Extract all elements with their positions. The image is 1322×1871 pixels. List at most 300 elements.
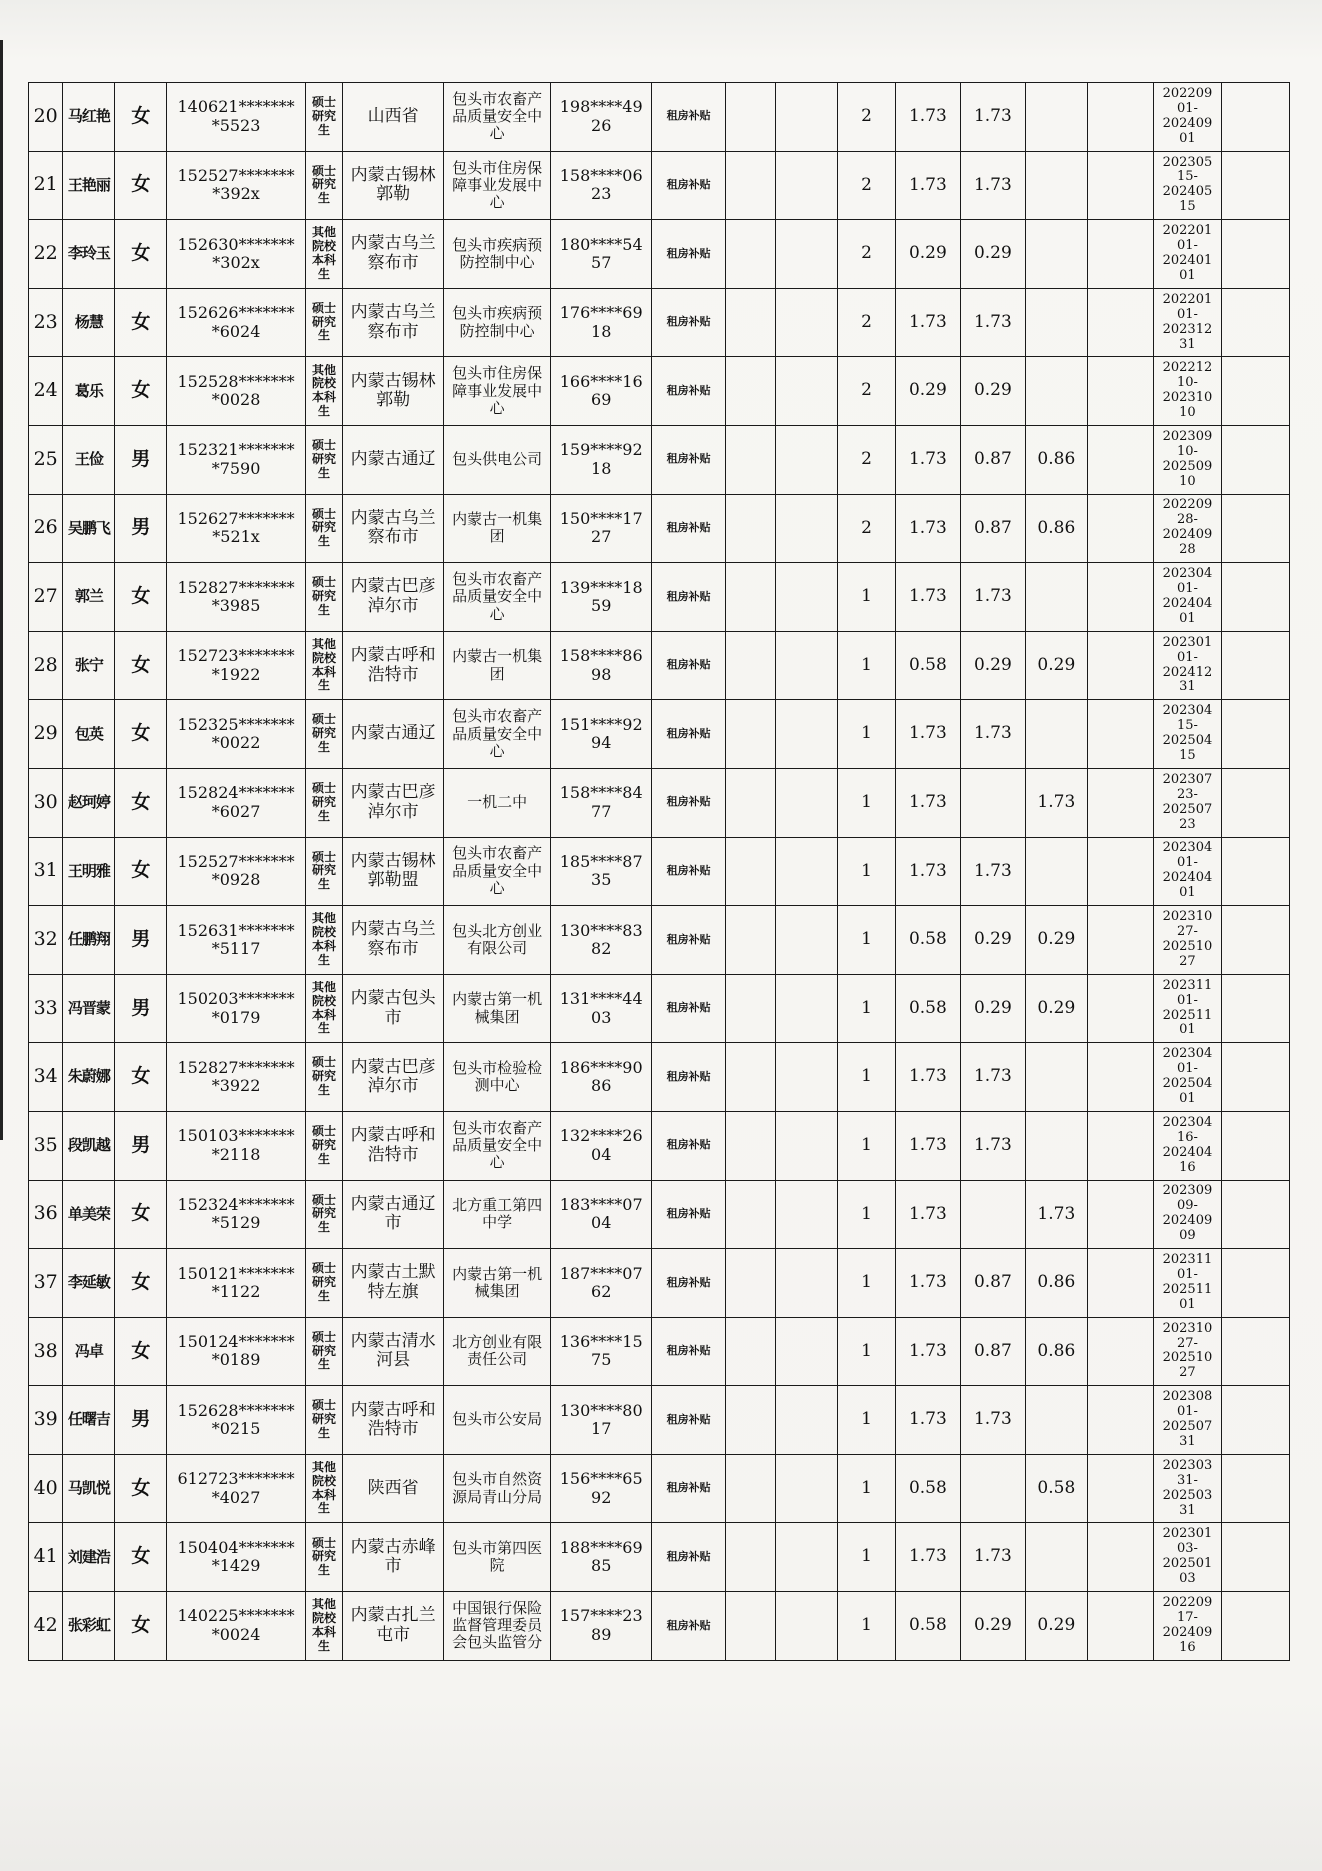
- standard-amount-line: 1.73: [908, 860, 947, 881]
- standard-amount-text: [909, 175, 947, 195]
- period-line: 28: [1179, 542, 1196, 558]
- cell-row-number: [29, 357, 63, 426]
- amount-a-text: [974, 1615, 1012, 1635]
- cell-employer: [444, 1592, 551, 1661]
- cell-phone: [551, 1454, 652, 1523]
- cell-sex: [115, 494, 167, 563]
- phone-text: [560, 1195, 643, 1232]
- cell-blank-cell: [726, 563, 776, 632]
- cell-blank-cell: [775, 837, 837, 906]
- employer-line: 包头市疾病预防控制中心: [452, 236, 543, 271]
- period-line: 202501: [1162, 1556, 1213, 1572]
- cell-subsidy-type: [652, 151, 726, 220]
- row-number-text: [34, 379, 58, 401]
- table-row: [29, 1249, 1290, 1318]
- id-number-text: [178, 97, 295, 134]
- applicant-name-text: [68, 176, 110, 194]
- cell-applicant-name: [63, 974, 115, 1043]
- education-text: [308, 1331, 340, 1372]
- phone-line: 17: [591, 1419, 612, 1439]
- sex-line: 女: [131, 1476, 151, 1499]
- standard-amount-line: 0.58: [908, 997, 947, 1018]
- amount-a-line: 1.73: [973, 106, 1012, 127]
- cell-blank-cell: [1088, 768, 1154, 837]
- id-number-line: *521x: [212, 527, 260, 547]
- cell-employer: [444, 1454, 551, 1523]
- employer-text: [446, 1266, 548, 1301]
- cell-blank-cell: [775, 1523, 837, 1592]
- applicant-name-text: [68, 1548, 110, 1566]
- id-number-line: 152321*******: [177, 440, 295, 460]
- employer-line: 包头市农畜产品质量安全中心: [452, 1119, 543, 1172]
- education-line: 硕士研究生: [311, 850, 336, 892]
- cell-origin: [343, 494, 444, 563]
- years-line: 2: [861, 174, 872, 195]
- cell-sex: [115, 357, 167, 426]
- subsidy-type-line: 租房补贴: [666, 383, 711, 397]
- sex-line: 女: [131, 242, 151, 265]
- employer-text: [446, 1120, 548, 1172]
- applicant-name-text: [75, 450, 103, 468]
- period-line: 202303: [1162, 1458, 1213, 1473]
- cell-amount-b: [1025, 83, 1087, 152]
- period-text: [1156, 1322, 1220, 1382]
- period-text: [1156, 1596, 1220, 1656]
- row-number-line: 35: [33, 1133, 58, 1156]
- years-text: [861, 518, 872, 538]
- cell-standard-amount: [895, 631, 961, 700]
- amount-a-text: [974, 655, 1012, 675]
- subsidy-roster-table: [28, 82, 1290, 1661]
- employer-text: [446, 991, 548, 1026]
- standard-amount-text: [909, 1272, 947, 1292]
- subsidy-type-line: 租房补贴: [666, 521, 711, 535]
- cell-sex: [115, 1180, 167, 1249]
- cell-education: [305, 83, 342, 152]
- cell-row-number: [29, 494, 63, 563]
- cell-phone: [551, 837, 652, 906]
- education-line: 硕士研究生: [311, 713, 336, 755]
- amount-b-text: [1037, 929, 1075, 949]
- origin-line: 内蒙古乌兰察布市: [350, 920, 436, 959]
- sex-line: 女: [131, 173, 151, 196]
- cell-applicant-name: [63, 1249, 115, 1318]
- origin-text: [345, 852, 441, 891]
- cell-period: [1153, 357, 1222, 426]
- origin-text: [345, 1332, 441, 1371]
- standard-amount-text: [909, 518, 947, 538]
- subsidy-type-text: [667, 315, 711, 328]
- sex-line: 女: [131, 1545, 151, 1568]
- cell-amount-a: [961, 700, 1026, 769]
- origin-text: [345, 509, 441, 548]
- cell-sex: [115, 837, 167, 906]
- table-row: [29, 837, 1290, 906]
- row-number-text: [34, 1340, 58, 1362]
- standard-amount-line: 1.73: [908, 723, 947, 744]
- cell-education: [305, 906, 342, 975]
- cell-phone: [551, 425, 652, 494]
- phone-text: [560, 646, 643, 683]
- phone-line: 166****16: [559, 371, 643, 391]
- employer-line: 包头市住房保障事业发展中心: [452, 365, 543, 417]
- row-number-line: 29: [33, 722, 58, 745]
- period-line: 202510: [1162, 1350, 1213, 1366]
- applicant-name-line: 张彩虹: [67, 1616, 110, 1635]
- origin-text: [345, 1263, 441, 1302]
- cell-applicant-name: [63, 700, 115, 769]
- cell-education: [305, 1386, 342, 1455]
- cell-blank-cell: [726, 1111, 776, 1180]
- cell-phone: [551, 1043, 652, 1112]
- row-number-line: 40: [33, 1476, 58, 1499]
- employer-line: 包头市第四医院: [452, 1540, 543, 1575]
- applicant-name-line: 任鹏翔: [67, 930, 110, 949]
- table-row: [29, 1043, 1290, 1112]
- phone-line: 89: [591, 1624, 612, 1644]
- period-text: [1156, 1116, 1220, 1176]
- cell-row-number: [29, 1111, 63, 1180]
- period-line: 01-: [1176, 649, 1198, 665]
- education-line: 硕士研究生: [311, 1330, 336, 1372]
- sex-text: [131, 859, 150, 881]
- period-line: 01: [1179, 1091, 1196, 1107]
- cell-applicant-name: [63, 837, 115, 906]
- cell-applicant-name: [63, 768, 115, 837]
- cell-employer: [444, 151, 551, 220]
- phone-line: 04: [591, 1213, 612, 1233]
- row-number-line: 41: [33, 1545, 58, 1568]
- cell-blank-cell: [726, 1180, 776, 1249]
- period-line: 202312: [1162, 321, 1213, 337]
- cell-period: [1153, 768, 1222, 837]
- cell-amount-b: [1025, 357, 1087, 426]
- cell-blank-cell: [1222, 220, 1290, 289]
- cell-years: [838, 220, 895, 289]
- period-line: 09-: [1176, 1198, 1198, 1214]
- applicant-name-text: [68, 1136, 110, 1154]
- subsidy-type-line: 租房补贴: [666, 1206, 711, 1220]
- phone-line: 185****87: [559, 851, 643, 871]
- education-text: [308, 1399, 340, 1440]
- period-line: 16: [1179, 1639, 1196, 1655]
- years-line: 1: [861, 1203, 872, 1224]
- standard-amount-line: 0.58: [908, 1477, 947, 1498]
- standard-amount-text: [909, 655, 947, 675]
- sex-text: [131, 173, 150, 195]
- cell-subsidy-type: [652, 494, 726, 563]
- origin-line: 内蒙古乌兰察布市: [350, 508, 436, 548]
- cell-years: [838, 631, 895, 700]
- cell-subsidy-type: [652, 1317, 726, 1386]
- standard-amount-line: 1.73: [908, 1203, 947, 1224]
- employer-text: [446, 1471, 548, 1506]
- years-line: 2: [861, 380, 872, 401]
- cell-id-number: [167, 425, 305, 494]
- applicant-name-text: [68, 1067, 110, 1085]
- cell-education: [305, 631, 342, 700]
- cell-row-number: [29, 768, 63, 837]
- id-number-line: 140225*******: [177, 1606, 295, 1626]
- cell-amount-b: [1025, 768, 1087, 837]
- cell-blank-cell: [1088, 1317, 1154, 1386]
- period-text: [1156, 567, 1220, 627]
- applicant-name-text: [75, 656, 103, 674]
- cell-amount-a: [961, 1111, 1026, 1180]
- id-number-line: *0022: [211, 733, 261, 753]
- id-number-text: [178, 1126, 295, 1163]
- cell-origin: [343, 288, 444, 357]
- standard-amount-text: [909, 106, 947, 126]
- phone-line: 183****07: [559, 1194, 643, 1214]
- row-number-line: 26: [33, 516, 58, 539]
- cell-origin: [343, 631, 444, 700]
- cell-blank-cell: [775, 288, 837, 357]
- period-line: 27-: [1176, 1335, 1198, 1351]
- applicant-name-text: [68, 999, 110, 1017]
- education-line: 硕士研究生: [311, 1262, 336, 1303]
- cell-applicant-name: [63, 1454, 115, 1523]
- subsidy-type-line: 租房补贴: [666, 109, 711, 123]
- applicant-name-text: [68, 1273, 110, 1291]
- cell-employer: [444, 494, 551, 563]
- subsidy-type-line: 租房补贴: [666, 1481, 711, 1495]
- phone-text: [560, 509, 643, 546]
- standard-amount-line: 1.73: [908, 1340, 947, 1361]
- cell-period: [1153, 151, 1222, 220]
- origin-line: 陕西省: [367, 1478, 419, 1498]
- cell-standard-amount: [895, 1249, 961, 1318]
- amount-a-text: [974, 1135, 1012, 1155]
- education-line: 其他院校本科生: [311, 912, 336, 967]
- amount-b-line: 0.86: [1037, 448, 1076, 469]
- id-number-text: [178, 166, 295, 203]
- years-text: [861, 723, 872, 743]
- cell-blank-cell: [726, 425, 776, 494]
- period-line: 202504: [1162, 1076, 1213, 1092]
- cell-blank-cell: [1222, 494, 1290, 563]
- period-line: 202311: [1162, 1253, 1213, 1268]
- cell-period: [1153, 1317, 1222, 1386]
- years-line: 1: [861, 1477, 872, 1498]
- id-number-text: [178, 852, 295, 889]
- phone-line: 176****69: [559, 303, 643, 323]
- cell-applicant-name: [63, 220, 115, 289]
- row-number-text: [34, 1477, 58, 1499]
- cell-education: [305, 1043, 342, 1112]
- cell-period: [1153, 425, 1222, 494]
- row-number-line: 27: [33, 585, 58, 608]
- cell-employer: [444, 83, 551, 152]
- cell-education: [305, 837, 342, 906]
- cell-blank-cell: [1088, 1111, 1154, 1180]
- sex-line: 女: [131, 1065, 151, 1088]
- cell-sex: [115, 1592, 167, 1661]
- id-number-text: [178, 1332, 295, 1369]
- cell-employer: [444, 974, 551, 1043]
- cell-standard-amount: [895, 425, 961, 494]
- subsidy-type-text: [667, 1207, 711, 1220]
- subsidy-type-text: [667, 1276, 711, 1289]
- cell-blank-cell: [726, 288, 776, 357]
- amount-b-line: 0.58: [1037, 1477, 1076, 1498]
- cell-blank-cell: [1222, 1317, 1290, 1386]
- phone-text: [560, 1606, 643, 1643]
- subsidy-type-text: [667, 1001, 711, 1014]
- period-line: 202507: [1162, 801, 1213, 817]
- phone-line: 04: [591, 1144, 612, 1164]
- row-number-text: [34, 173, 58, 195]
- cell-blank-cell: [775, 1043, 837, 1112]
- employer-line: 包头北方创业有限公司: [452, 922, 543, 957]
- cell-subsidy-type: [652, 700, 726, 769]
- cell-sex: [115, 768, 167, 837]
- origin-text: [345, 724, 441, 744]
- amount-b-line: 1.73: [1037, 791, 1076, 812]
- employer-text: [446, 923, 548, 958]
- cell-blank-cell: [775, 631, 837, 700]
- origin-line: 内蒙古锡林郭勒: [350, 165, 436, 205]
- id-number-line: 152827*******: [177, 577, 295, 597]
- origin-line: 内蒙古通辽: [350, 449, 436, 469]
- cell-employer: [444, 1043, 551, 1112]
- cell-blank-cell: [726, 1043, 776, 1112]
- cell-origin: [343, 1523, 444, 1592]
- employer-text: [446, 365, 548, 417]
- education-line: 硕士研究生: [311, 1399, 336, 1440]
- period-line: 202304: [1162, 1115, 1213, 1130]
- phone-line: 130****83: [559, 920, 643, 940]
- amount-b-text: [1037, 1204, 1075, 1224]
- cell-applicant-name: [63, 1386, 115, 1455]
- employer-text: [446, 571, 548, 623]
- standard-amount-text: [909, 449, 947, 469]
- period-text: [1156, 1527, 1220, 1587]
- cell-blank-cell: [726, 906, 776, 975]
- cell-applicant-name: [63, 1043, 115, 1112]
- cell-amount-b: [1025, 837, 1087, 906]
- education-text: [308, 851, 340, 892]
- cell-period: [1153, 631, 1222, 700]
- sex-line: 女: [131, 104, 151, 127]
- cell-blank-cell: [775, 906, 837, 975]
- period-line: 202509: [1162, 458, 1213, 474]
- period-line: 202301: [1162, 1527, 1213, 1542]
- period-line: 202209: [1162, 498, 1213, 513]
- period-text: [1156, 841, 1220, 901]
- applicant-name-line: 吴鹏飞: [67, 518, 110, 537]
- employer-text: [446, 160, 548, 212]
- cell-sex: [115, 151, 167, 220]
- cell-amount-b: [1025, 1317, 1087, 1386]
- amount-b-text: [1037, 1478, 1075, 1498]
- cell-blank-cell: [1222, 425, 1290, 494]
- cell-phone: [551, 974, 652, 1043]
- subsidy-type-line: 租房补贴: [666, 864, 711, 877]
- cell-employer: [444, 563, 551, 632]
- subsidy-type-text: [667, 1070, 711, 1083]
- cell-blank-cell: [726, 1386, 776, 1455]
- standard-amount-text: [909, 1066, 947, 1086]
- education-line: 硕士研究生: [311, 1193, 336, 1235]
- cell-row-number: [29, 1317, 63, 1386]
- cell-blank-cell: [726, 83, 776, 152]
- period-line: 16: [1179, 1159, 1196, 1175]
- cell-period: [1153, 1249, 1222, 1318]
- period-line: 01-: [1176, 581, 1198, 597]
- amount-a-line: 0.87: [973, 1272, 1012, 1293]
- phone-line: 158****84: [559, 783, 643, 803]
- origin-text: [345, 1538, 441, 1577]
- phone-line: 188****69: [559, 1537, 643, 1557]
- years-line: 2: [861, 517, 872, 538]
- years-text: [861, 449, 872, 469]
- cell-blank-cell: [775, 1386, 837, 1455]
- period-line: 15-: [1176, 718, 1198, 734]
- sex-line: 男: [131, 1133, 151, 1156]
- cell-blank-cell: [1222, 1454, 1290, 1523]
- cell-row-number: [29, 1454, 63, 1523]
- cell-blank-cell: [726, 151, 776, 220]
- cell-years: [838, 768, 895, 837]
- cell-amount-b: [1025, 494, 1087, 563]
- phone-line: 75: [591, 1350, 612, 1370]
- id-number-text: [178, 989, 295, 1026]
- period-line: 10-: [1176, 375, 1198, 391]
- period-line: 202409: [1162, 527, 1213, 543]
- period-line: 202401: [1162, 252, 1213, 268]
- phone-text: [560, 989, 643, 1026]
- period-text: [1156, 636, 1220, 696]
- amount-a-text: [974, 723, 1012, 743]
- period-line: 01: [1179, 885, 1196, 901]
- cell-origin: [343, 220, 444, 289]
- cell-blank-cell: [1088, 700, 1154, 769]
- employer-text: [446, 708, 548, 760]
- sex-text: [131, 1545, 150, 1567]
- employer-text: [446, 1197, 548, 1232]
- origin-text: [345, 1126, 441, 1165]
- cell-standard-amount: [895, 1386, 961, 1455]
- subsidy-type-text: [667, 1481, 711, 1494]
- cell-phone: [551, 563, 652, 632]
- row-number-text: [34, 1545, 58, 1567]
- standard-amount-line: 0.58: [908, 1615, 947, 1636]
- cell-row-number: [29, 1180, 63, 1249]
- cell-amount-b: [1025, 151, 1087, 220]
- table-row: [29, 768, 1290, 837]
- education-line: 硕士研究生: [311, 301, 336, 343]
- cell-subsidy-type: [652, 1523, 726, 1592]
- phone-line: 82: [591, 938, 612, 958]
- period-line: 31: [1179, 1434, 1196, 1450]
- cell-subsidy-type: [652, 974, 726, 1043]
- origin-text: [345, 577, 441, 616]
- table-row: [29, 1317, 1290, 1386]
- subsidy-type-text: [667, 247, 711, 260]
- cell-row-number: [29, 837, 63, 906]
- table-row: [29, 220, 1290, 289]
- years-text: [861, 929, 872, 949]
- origin-text: [345, 920, 441, 959]
- period-line: 15-: [1176, 169, 1198, 185]
- employer-line: 包头供电公司: [452, 451, 543, 469]
- table-row: [29, 1592, 1290, 1661]
- amount-a-line: 0.87: [973, 517, 1012, 538]
- id-number-text: [178, 235, 295, 272]
- cell-amount-a: [961, 1386, 1026, 1455]
- id-number-line: 150203*******: [177, 989, 295, 1009]
